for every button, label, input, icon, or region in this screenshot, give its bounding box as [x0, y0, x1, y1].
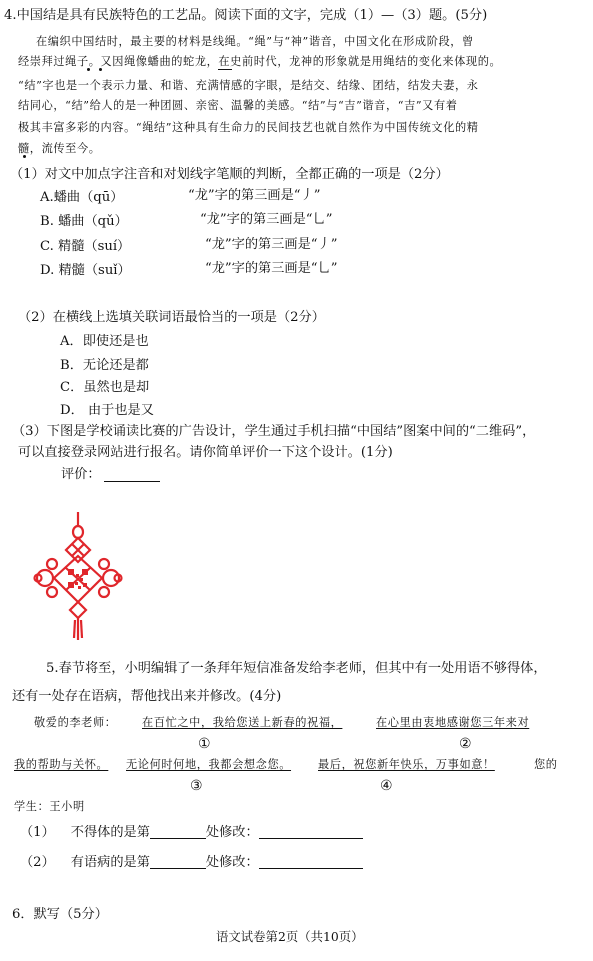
sub1-option-a-left: A.蟠曲（qū） — [40, 190, 124, 205]
marker-1: ① — [198, 736, 211, 752]
sub1-option-d-left: D. 精髓（suǐ） — [40, 263, 131, 278]
passage-line-1: 在编织中国结时，最主要的材料是线绳。“绳”与“神”谐音，中国文化在形成阶段，曾 — [36, 35, 474, 48]
emphasis-dot — [99, 68, 102, 71]
sub1-option-a-right: “龙”字的第三画是“丿” — [188, 188, 321, 203]
sub1-option-c-right: “龙”字的第三画是“丿” — [205, 237, 338, 252]
q5-item-2-b: 处修改： — [205, 855, 259, 870]
page-footer: 语文试卷第2页（共10页） — [216, 929, 364, 944]
passage-line-2: 经崇拜过绳子。又因绳像蟠曲的蛇龙，在史前时代，龙神的形象就是用绳结的变化来体现的。 — [18, 55, 502, 68]
sub1-option-d-right: “龙”字的第三画是“乚” — [205, 261, 338, 276]
sub1-option-b-right: “龙”字的第三画是“乚” — [200, 212, 333, 227]
sub2-option-a: A．即使还是也 — [60, 334, 149, 349]
marker-4: ④ — [380, 778, 393, 794]
q5-item-1-b: 处修改： — [205, 825, 259, 840]
msg-segment-1: 在百忙之中，我给您送上新春的祝福， — [142, 716, 343, 729]
msg-segment-2: 在心里由衷地感谢您三年来对 — [376, 716, 530, 729]
sub2-option-b: B．无论还是都 — [60, 358, 149, 373]
q5-item-2-num: （2） — [20, 855, 55, 870]
msg-segment-3: 无论何时何地，我都会想念您。 — [126, 758, 292, 771]
q5-item-2-a: 有语病的是第 — [70, 855, 150, 870]
passage-line-3: “结”字也是一个表示力量、和谐、充满情感的字眼，是结交、结缘、团结，结发夫妻，永 — [18, 79, 479, 92]
sub2-option-d: D． 由于也是又 — [60, 403, 154, 418]
q5-title-2: 还有一处存在语病，帮他找出来并修改。(4分) — [12, 689, 282, 704]
passage-line-4: 结同心，“结”给人的是一种团圆、亲密、温馨的美感。“结”与“吉”谐音，“吉”又有着 — [18, 99, 458, 112]
msg-signature: 学生：王小明 — [14, 800, 85, 813]
sub1-option-b-left: B. 蟠曲（qǔ） — [40, 214, 128, 229]
eval-label: 评价： — [61, 467, 101, 482]
q4-sub1-stem: （1）对文中加点字注音和对划线字笔顺的判断，全都正确的一项是（2分） — [10, 167, 449, 182]
q5-item-2-blank-num[interactable] — [150, 856, 206, 869]
msg-segment-4: 最后，祝您新年快乐，万事如意！ — [318, 758, 495, 771]
q5-item-1-num: （1） — [20, 825, 55, 840]
q4-sub3-stem-2: 可以直接登录网站进行报名。请你简单评价一下这个设计。(1分) — [18, 445, 393, 460]
q5-item-1-a: 不得体的是第 — [70, 825, 150, 840]
eval-answer-blank[interactable] — [104, 481, 160, 482]
q5-item-1 — [20, 826, 363, 839]
q5-item-2 — [20, 856, 363, 869]
q5-title-1: 5.春节将至，小明编辑了一条拜年短信准备发给李老师，但其中有一处用语不够得体， — [46, 661, 547, 676]
q5-item-1-blank-num[interactable] — [150, 826, 206, 839]
q6-title: 6．默写（5分） — [12, 907, 108, 922]
emphasis-dot — [87, 68, 90, 71]
q4-title: 4.中国结是具有民族特色的工艺品。阅读下面的文字，完成（1）—（3）题。(5分) — [4, 8, 488, 23]
underline-mark — [218, 69, 232, 70]
q5-item-2-blank-fix[interactable] — [259, 856, 363, 869]
passage-line-5: 极其丰富多彩的内容。“绳结”这种具有生命力的民间技艺也就自然作为中国传统文化的精 — [18, 121, 479, 134]
passage-line-6: 髓，流传至今。 — [18, 142, 101, 155]
emphasis-dot — [23, 155, 26, 158]
msg-salutation: 敬爱的李老师： — [34, 716, 117, 729]
q5-item-1-blank-fix[interactable] — [259, 826, 363, 839]
msg-tail: 您的 — [534, 758, 558, 771]
sub1-option-c-left: C. 精髓（suí） — [40, 239, 131, 254]
chinese-knot-image — [28, 512, 128, 642]
q4-sub3-stem-1: （3）下图是学校诵读比赛的广告设计，学生通过手机扫描“中国结”图案中间的“二维码”， — [12, 424, 536, 439]
marker-3: ③ — [190, 778, 203, 794]
sub2-option-c: C．虽然也是却 — [60, 380, 150, 395]
q4-sub2-stem: （2）在横线上选填关联词语最恰当的一项是（2分） — [18, 310, 325, 325]
marker-2: ② — [459, 736, 472, 752]
msg-segment-2b: 我的帮助与关怀。 — [14, 758, 109, 771]
